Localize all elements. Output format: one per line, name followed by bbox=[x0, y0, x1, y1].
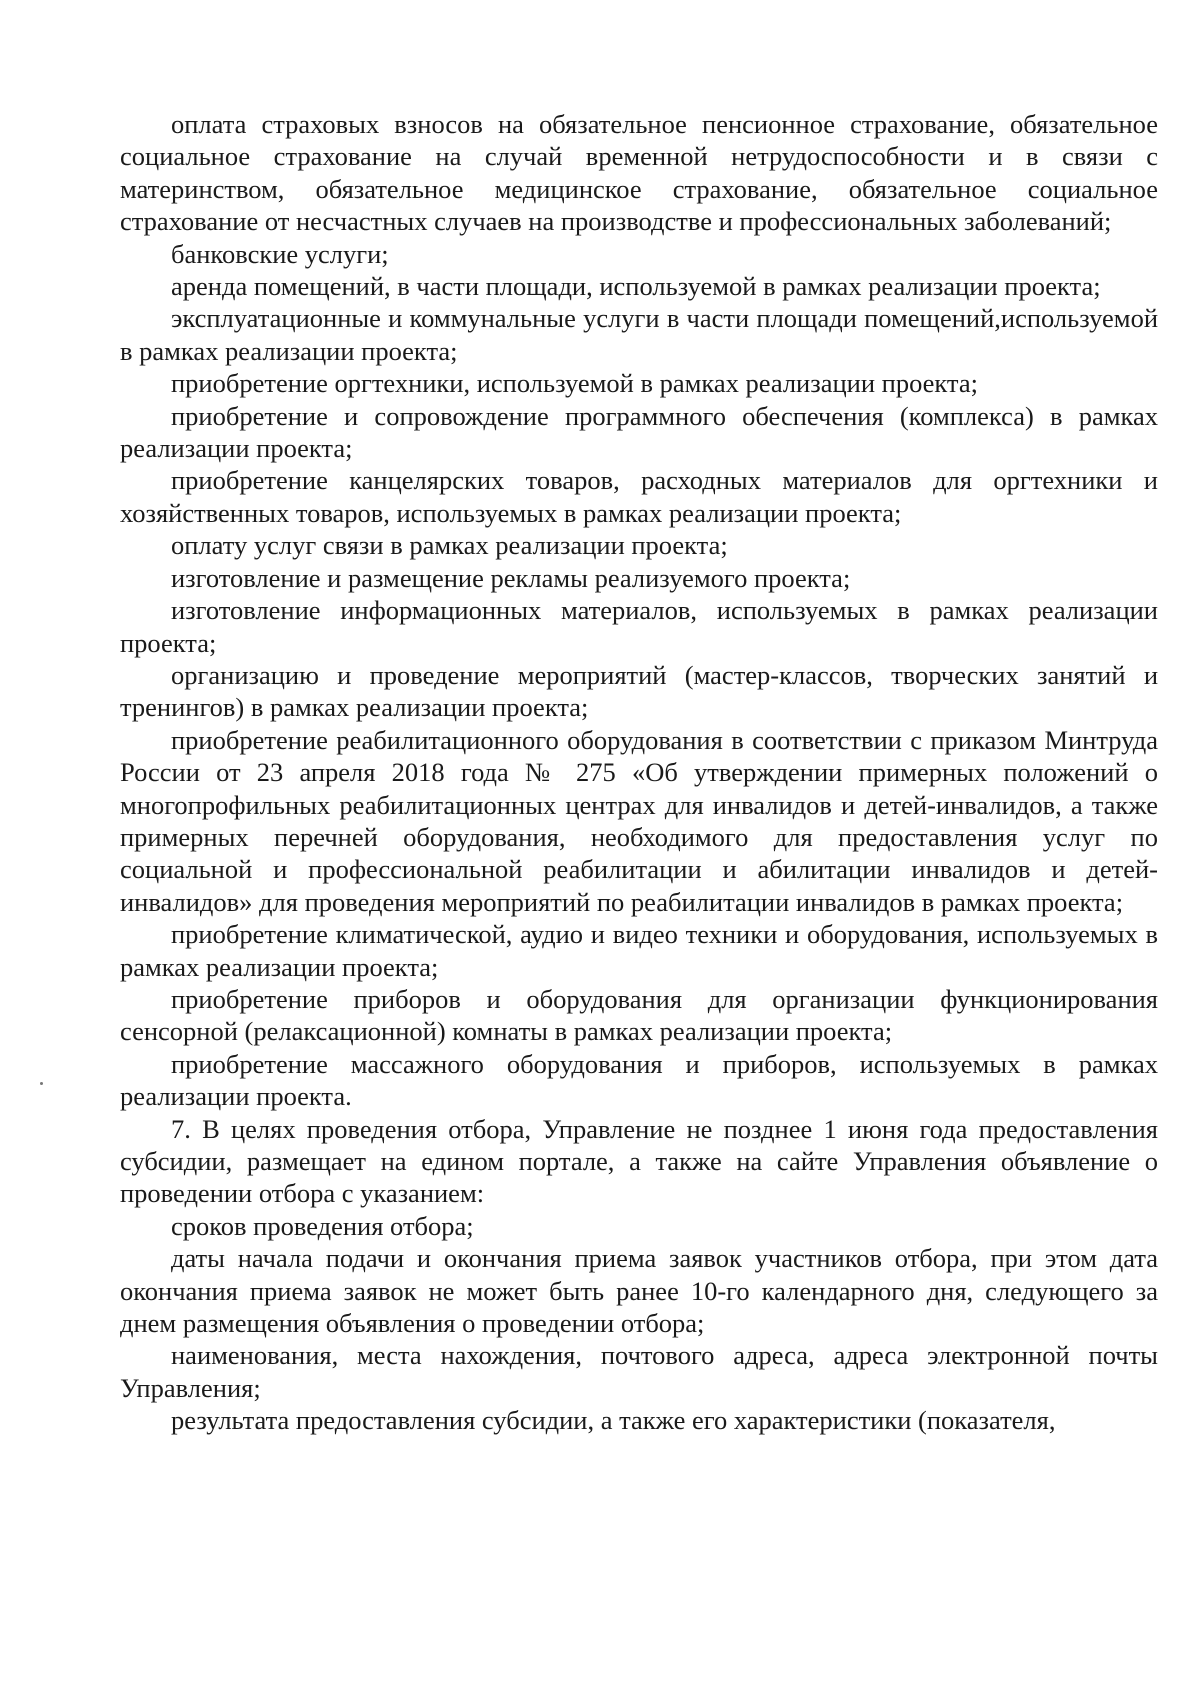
paragraph-selection-terms: сроков проведения отбора; bbox=[171, 1210, 474, 1241]
paragraph-sensory-room: приобретение приборов и оборудования для организации функционирования сенсорной (релаксационной) комнаты в рамках реализации проекта; bbox=[120, 983, 1158, 1047]
paragraph-application-dates: даты начала подачи и окончания приема заявок участников отбора, при этом дата окончания приема заявок не может быть ранее 10-го календарного дня, следующего за днем размещения объявления о проведении отбора; bbox=[120, 1243, 1158, 1339]
paragraph-software: приобретение и сопровождение программного обеспечения (комплекса) в рамках реализации проекта; bbox=[120, 400, 1158, 464]
paragraph-communication-services: оплату услуг связи в рамках реализации проекта; bbox=[171, 530, 728, 561]
paragraph-events: организацию и проведение мероприятий (мастер-классов, творческих занятий и тренингов) в рамках реализации проекта; bbox=[120, 659, 1158, 723]
scan-artifact bbox=[40, 1082, 43, 1085]
paragraph-premises-rent: аренда помещений, в части площади, используемой в рамках реализации проекта; bbox=[171, 271, 1101, 302]
paragraph-clause-7: 7. В целях проведения отбора, Управление не позднее 1 июня года предоставления субсидии, размещает на едином портале, а также на сайте Управления объявление о проведении отбора с указанием: bbox=[120, 1113, 1158, 1209]
paragraph-climate-av-equipment: приобретение климатической, аудио и видео техники и оборудования, используемых в рамках реализации проекта; bbox=[120, 919, 1158, 982]
paragraph-insurance-contributions: оплата страховых взносов на обязательное пенсионное страхование, обязательное социальное страхование на случай временной нетрудоспособности и в связи с материнством, обязательное медицинское страхование, обязательное социальное страхование от несчастных случаев на производстве и профессиональных заболеваний; bbox=[120, 109, 1158, 237]
paragraph-information-materials: изготовление информационных материалов, используемых в рамках реализации проекта; bbox=[120, 595, 1158, 658]
paragraph-rehabilitation-equipment: приобретение реабилитационного оборудования в соответствии с приказом Минтруда России от 23 апреля 2018 года № 275 «Об утверждении примерных положений о многопрофильных реабилитационных центрах для инвалидов и детей-инвалидов, а также примерных перечней оборудования, необходимого для предоставления услуг по социальной и профессиональной реабилитации и абилитации инвалидов и детей-инвалидов» для проведения мероприятий по реабилитации инвалидов в рамках проекта; bbox=[120, 724, 1158, 917]
paragraph-banking-services: банковские услуги; bbox=[171, 238, 389, 269]
paragraph-massage-equipment: приобретение массажного оборудования и приборов, используемых в рамках реализации проекта. bbox=[120, 1048, 1158, 1112]
paragraph-subsidy-result: результата предоставления субсидии, а также его характеристики (показателя, bbox=[171, 1405, 1056, 1436]
paragraph-utility-services: эксплуатационные и коммунальные услуги в части площади помещений,используемой в рамках реализации проекта; bbox=[120, 303, 1158, 366]
document-body bbox=[120, 108, 1158, 1437]
paragraph-office-equipment: приобретение оргтехники, используемой в рамках реализации проекта; bbox=[171, 368, 978, 399]
paragraph-advertising: изготовление и размещение рекламы реализуемого проекта; bbox=[171, 562, 851, 593]
paragraph-office-supplies: приобретение канцелярских товаров, расходных материалов для оргтехники и хозяйственных товаров, используемых в рамках реализации проекта; bbox=[120, 465, 1158, 528]
paragraph-department-contacts: наименования, места нахождения, почтового адреса, адреса электронной почты Управления; bbox=[120, 1340, 1158, 1403]
